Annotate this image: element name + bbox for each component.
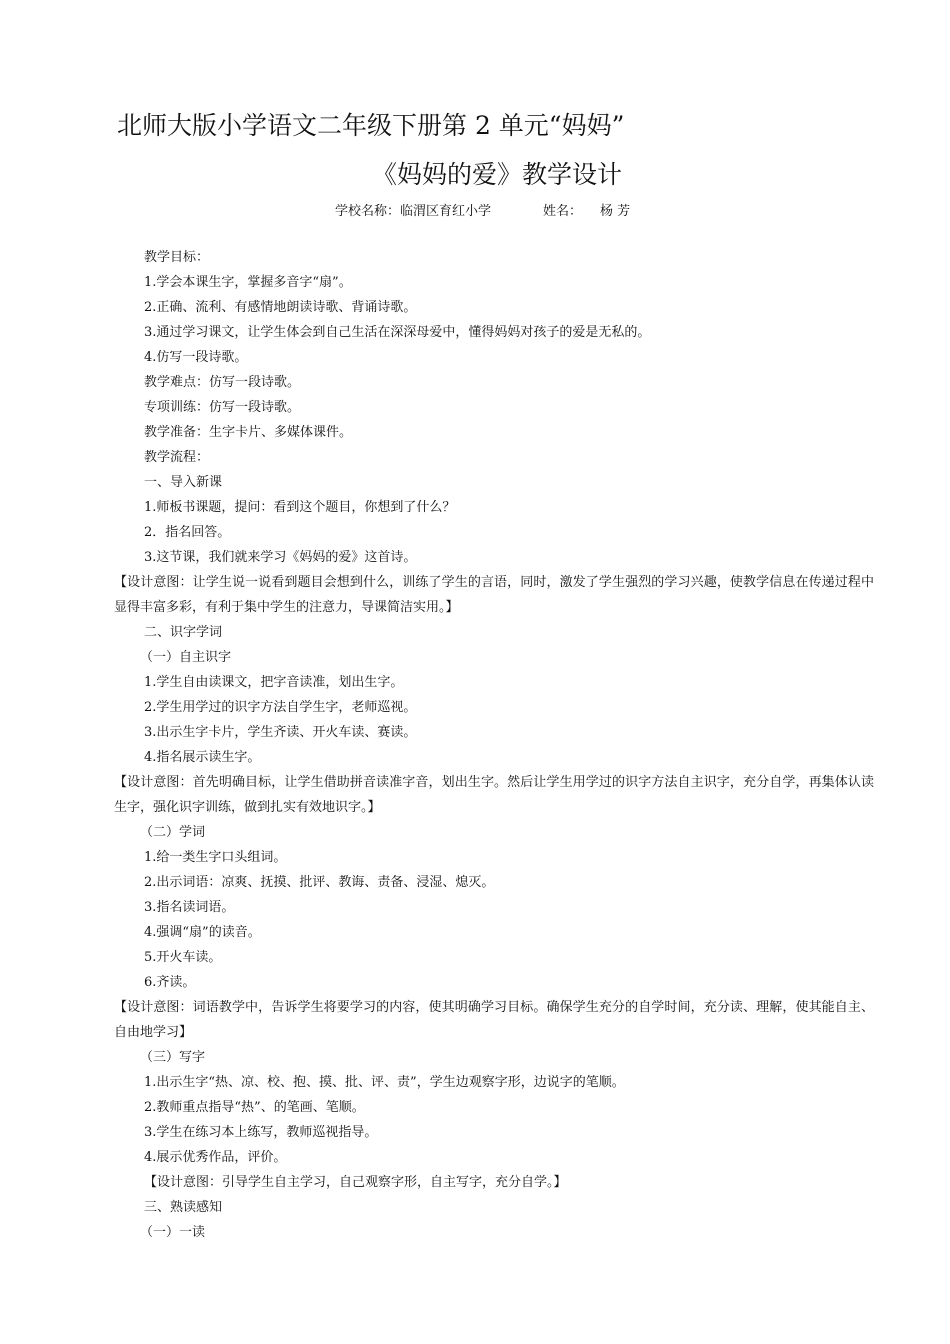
author-name: 杨 芳	[600, 204, 631, 219]
paragraph-line: 6.齐读。	[144, 975, 196, 990]
paragraph-line: 专项训练：仿写一段诗歌。	[144, 400, 301, 415]
paragraph-line: 2.正确、流利、有感情地朗读诗歌、背诵诗歌。	[144, 300, 417, 315]
school-label: 学校名称：临渭区育红小学	[335, 204, 492, 219]
paragraph-line: 2.学生用学过的识字方法自学生字，老师巡视。	[144, 700, 417, 715]
document-title-line1: 北师大版小学语文二年级下册第 2 单元“妈妈”	[117, 111, 625, 140]
paragraph-line: 3.指名读词语。	[144, 900, 235, 915]
paragraph-line: 4.展示优秀作品，评价。	[144, 1150, 287, 1165]
paragraph-line: 教学流程：	[144, 450, 210, 465]
paragraph-line: 二、识字学词	[144, 625, 223, 640]
paragraph-line: 4.仿写一段诗歌。	[144, 350, 248, 365]
paragraph-line: 2.教师重点指导“热”、的笔画、笔顺。	[144, 1100, 365, 1115]
paragraph-line: （二）学词	[140, 825, 206, 840]
design-intent-note: 【设计意图：让学生说一说看到题目会想到什么，训练了学生的言语，同时，激发了学生强烈的学习兴趣，使教学信息在传递过程中显得丰富多彩，有利于集中学生的注意力，导课简洁实用。】	[114, 575, 874, 615]
paragraph-line: 教学目标：	[144, 250, 210, 265]
paragraph-line: （一）自主识字	[140, 650, 232, 665]
document-body	[114, 245, 874, 1245]
paragraph-line: 1.师板书课题，提问：看到这个题目，你想到了什么？	[144, 500, 456, 515]
paragraph-line: （三）写字	[140, 1050, 206, 1065]
paragraph-line: 4.指名展示读生字。	[144, 750, 261, 765]
paragraph-line: 1.出示生字“热、凉、校、抱、摸、批、评、责”，学生边观察字形，边说字的笔顺。	[144, 1075, 625, 1090]
paragraph-line: 三、熟读感知	[144, 1200, 223, 1215]
paragraph-line: 3.这节课，我们就来学习《妈妈的爱》这首诗。	[144, 550, 417, 565]
paragraph-line: 教学难点：仿写一段诗歌。	[144, 375, 301, 390]
paragraph-line: 2．指名回答。	[144, 525, 231, 540]
design-intent-note: 【设计意图：词语教学中，告诉学生将要学习的内容，使其明确学习目标。确保学生充分的自学时间，充分读、理解，使其能自主、自由地学习】	[114, 1000, 874, 1040]
paragraph-line: 教学准备：生字卡片、多媒体课件。	[144, 425, 353, 440]
paragraph-line: 1.学会本课生字，掌握多音字“扇”。	[144, 275, 352, 290]
paragraph-line: 3.出示生字卡片，学生齐读、开火车读、赛读。	[144, 725, 417, 740]
design-intent-note: 【设计意图：首先明确目标，让学生借助拼音读准字音，划出生字。然后让学生用学过的识字方法自主识字，充分自学，再集体认读生字，强化识字训练，做到扎实有效地识字。】	[114, 775, 874, 815]
paragraph-line: 一、导入新课	[144, 475, 223, 490]
name-label: 姓名：	[543, 204, 583, 219]
paragraph-line: 1.学生自由读课文，把字音读准，划出生字。	[144, 675, 404, 690]
author-info	[335, 203, 630, 221]
paragraph-line: 【设计意图：引导学生自主学习，自己观察字形，自主写字，充分自学。】	[144, 1175, 567, 1190]
paragraph-line: 3.学生在练习本上练写，教师巡视指导。	[144, 1125, 378, 1140]
paragraph-line: （一）一读	[140, 1225, 206, 1240]
paragraph-line: 5.开火车读。	[144, 950, 222, 965]
document-title-line2: 《妈妈的爱》教学设计	[371, 160, 622, 189]
paragraph-line: 1.给一类生字口头组词。	[144, 850, 287, 865]
paragraph-line: 4.强调“扇”的读音。	[144, 925, 261, 940]
paragraph-line: 3.通过学习课文，让学生体会到自己生活在深深母爱中，懂得妈妈对孩子的爱是无私的。	[144, 325, 651, 340]
paragraph-line: 2.出示词语：凉爽、抚摸、批评、教诲、责备、浸湿、熄灭。	[144, 875, 495, 890]
